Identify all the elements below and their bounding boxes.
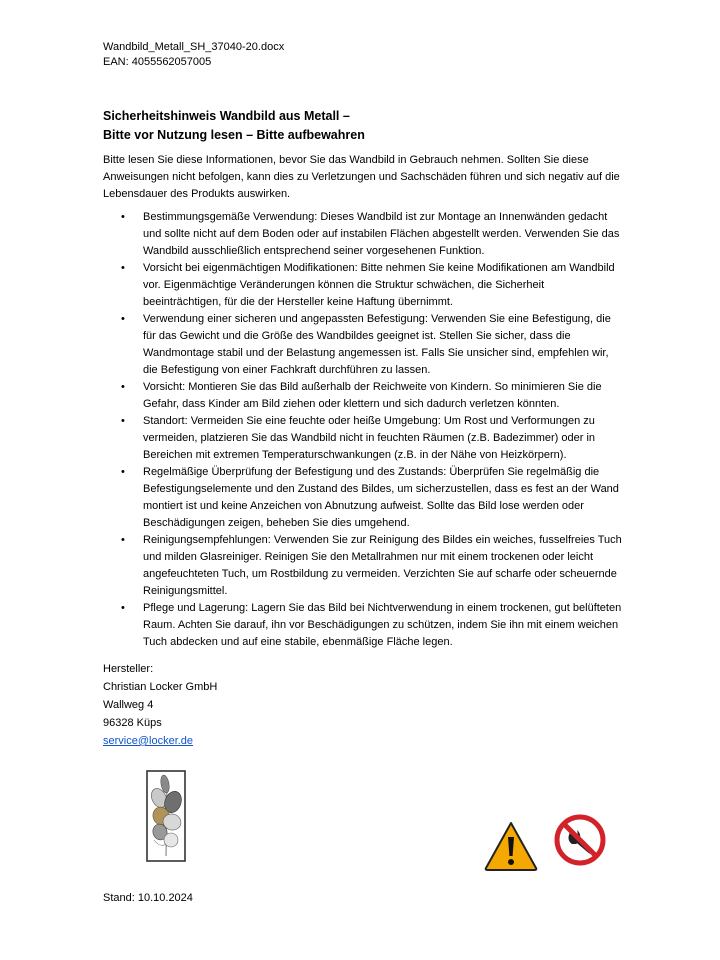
manufacturer-block [103, 660, 217, 750]
list-item: • Regelmäßige Überprüfung der Befestigung und des Zustands: Überprüfen Sie regelmäßig die Befestigungselemente und den Zustand des Bildes, um sicherzustellen, dass es fest an der Wand montiert ist und keine Anzeichen von Abnutzung aufweist. Sollte das Bild lose werden oder Beschädigungen zeigen, beheben Sie dies umgehend. [103, 464, 623, 532]
document-footer [103, 891, 193, 906]
list-item: • Reinigungsempfehlungen: Verwenden Sie zur Reinigung des Bildes ein weiches, fusselfreies Tuch und milden Glasreiniger. Reinigen Sie den Metallrahmen nur mit einem trockenen oder leicht angefeuchteten Tuch, um Rostbildung zu vermeiden. Verzichten Sie auf scharfe oder scheuernde Reinigungsmittel. [103, 532, 623, 600]
title-line-2: Bitte vor Nutzung lesen – Bitte aufbewahren [103, 128, 365, 142]
manufacturer-label: Hersteller: [103, 663, 154, 675]
list-item: • Vorsicht: Montieren Sie das Bild außerhalb der Reichweite von Kindern. So minimieren Sie die Gefahr, dass Kinder am Bild ziehen oder klettern und sich dadurch verletzen könnten. [103, 379, 623, 413]
document-header [103, 40, 284, 70]
list-item: • Pflege und Lagerung: Lagern Sie das Bild bei Nichtverwendung in einem trockenen, gut belüfteten Raum. Achten Sie darauf, ihn vor Beschädigungen zu schützen, indem Sie ihn mit einem weichen Tuch abdecken und auf eine stabile, ebenmäßige Fläche legen. [103, 600, 623, 651]
ean-text: EAN: 4055562057005 [103, 56, 212, 68]
list-item: • Vorsicht bei eigenmächtigen Modifikationen: Bitte nehmen Sie keine Modifikationen am Wandbild vor. Eigenmächtige Veränderungen können die Struktur schwächen, die Sicherheit beeinträchtigen, für die der Hersteller keine Haftung übernimmt. [103, 260, 623, 311]
warning-triangle-icon [483, 820, 539, 872]
manufacturer-street: Wallweg 4 [103, 699, 154, 711]
manufacturer-company: Christian Locker GmbH [103, 681, 218, 693]
manufacturer-city: 96328 Küps [103, 717, 162, 729]
safety-instructions-list [103, 209, 623, 651]
list-item: • Verwendung einer sicheren und angepassten Befestigung: Verwenden Sie eine Befestigung, die für das Gewicht und die Größe des Wandbildes geeignet ist. Stellen Sie sicher, dass die Wandmontage stabil und der Belastung angemessen ist. Falls Sie unsicher sind, empfehlen wir, die Befestigung von einer Fachkraft durchführen zu lassen. [103, 311, 623, 379]
filename-text: Wandbild_Metall_SH_37040-20.docx [103, 41, 285, 53]
document-title [103, 107, 365, 145]
no-open-flame-icon [553, 813, 607, 867]
stand-date: Stand: 10.10.2024 [103, 892, 193, 904]
product-image [146, 770, 186, 862]
list-item: • Bestimmungsgemäße Verwendung: Dieses Wandbild ist zur Montage an Innenwänden gedacht und sollte nicht auf dem Boden oder auf instabilen Flächen abgestellt werden. Verwenden Sie das Wandbild ausschließlich entsprechend seiner vorgesehenen Funktion. [103, 209, 623, 260]
title-line-1: Sicherheitshinweis Wandbild aus Metall – [103, 109, 350, 123]
intro-paragraph: Bitte lesen Sie diese Informationen, bevor Sie das Wandbild in Gebrauch nehmen. Sollten Sie diese Anweisungen nicht befolgen, kann dies zu Verletzungen und Sachschäden führen und sich negativ auf die Lebensdauer des Produkts auswirken. [103, 154, 620, 200]
list-item: • Standort: Vermeiden Sie eine feuchte oder heiße Umgebung: Um Rost und Verformungen zu vermeiden, platzieren Sie das Wandbild nicht in feuchten Räumen (z.B. Badezimmer) oder in Bereichen mit extremen Temperaturschwankungen (z.B. in der Nähe von Heizkörpern). [103, 413, 623, 464]
manufacturer-email-link[interactable]: service@locker.de [103, 735, 194, 747]
